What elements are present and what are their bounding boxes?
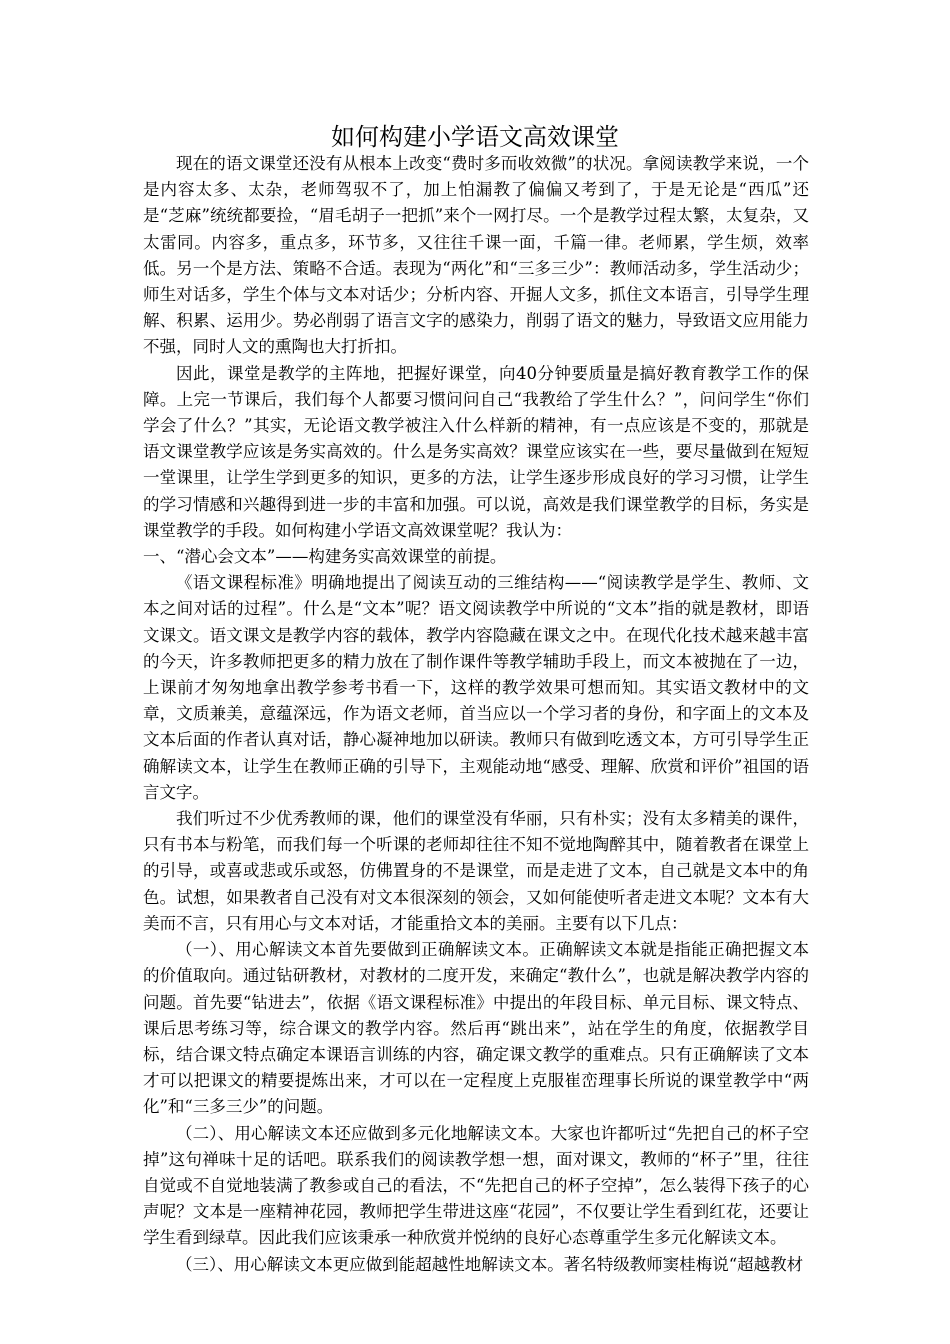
paragraph-5: （一）、用心解读文本首先要做到正确解读文本。正确解读文本就是指能正确把握文本的价值取向。通过钻研教材，对教材的二度开发，来确定“教什么”，也就是解决教学内容的问题。首先要“钻进去”，依据《语文课程标准》中提出的年段目标、单元目标、课文特点、课后思考练习等，综合课文的教学内容。然后再“跳出来”，站在学生的角度，依据教学目标，结合课文特点确定本课语言训练的内容，确定课文教学的重难点。只有正确解读了文本才可以把课文的精要提炼出来，才可以在一定程度上克服崔峦理事长所说的课堂教学中“两化”和“三多三少”的问题。 xyxy=(143,940,809,1117)
document-body xyxy=(143,151,809,1278)
paragraph-4: 我们听过不少优秀教师的课，他们的课堂没有华丽，只有朴实；没有太多精美的课件，只有书本与粉笔，而我们每一个听课的老师却往往不知不觉地陶醉其中，随着教者在课堂上的引导，或喜或悲或乐或怒，仿佛置身的不是课堂，而是走进了文本，自己就是文本中的角色。试想，如果教者自己没有对文本很深刻的领会，又如何能使听者走进文本呢？文本有大美而不言，只有用心与文本对话，才能重拾文本的美丽。主要有以下几点： xyxy=(143,809,809,933)
section-heading-1: 一、“潜心会文本”——构建务实高效课堂的前提。 xyxy=(143,547,507,567)
paragraph-1: 现在的语文课堂还没有从根本上改变“费时多而收效微”的状况。拿阅读教学来说，一个是内容太多、太杂，老师驾驭不了，加上怕漏教了偏偏又考到了，于是无论是“西瓜”还是“芝麻”统统都要捡，“眉毛胡子一把抓”来个一网打尽。一个是教学过程太繁，太复杂，又太雷同。内容多，重点多，环节多，又往往千课一面，千篇一律。老师累，学生烦，效率低。另一个是方法、策略不合适。表现为“两化”和“三多三少”：教师活动多，学生活动少；师生对话多，学生个体与文本对话少；分析内容、开掘人文多，抓住文本语言，引导学生理解、积累、运用少。势必削弱了语言文字的感染力，削弱了语文的魅力，导致语文应用能力不强，同时人文的熏陶也大打折扣。 xyxy=(143,154,809,357)
paragraph-2: 因此，课堂是教学的主阵地，把握好课堂，向40分钟要质量是搞好教育教学工作的保障。上完一节课后，我们每个人都要习惯问问自己“我教给了学生什么？”，问问学生“你们学会了什么？”其实，无论语文教学被注入什么样新的精神，有一点应该是不变的，那就是语文课堂教学应该是务实高效的。什么是务实高效？课堂应该实在一些，要尽量做到在短短一堂课里，让学生学到更多的知识，更多的方法，让学生逐步形成良好的学习习惯，让学生的学习情感和兴趣得到进一步的丰富和加强。可以说，高效是我们课堂教学的目标，务实是课堂教学的手段。如何构建小学语文高效课堂呢？我认为： xyxy=(143,363,809,540)
paragraph-6: （二）、用心解读文本还应做到多元化地解读文本。大家也许都听过“先把自己的杯子空掉”这句禅味十足的话吧。联系我们的阅读教学想一想，面对课文，教师的“杯子”里，往往自觉或不自觉地装满了教参或自己的看法，不“先把自己的杯子空掉”，怎么装得下孩子的心声呢？文本是一座精神花园，教师把学生带进这座“花园”，不仅要让学生看到红花，还要让学生看到绿草。因此我们应该秉承一种欣赏并悦纳的良好心态尊重学生多元化解读文本。 xyxy=(143,1123,809,1248)
document-title: 如何构建小学语文高效课堂 xyxy=(331,123,619,151)
paragraph-3: 《语文课程标准》明确地提出了阅读互动的三维结构——“阅读教学是学生、教师、文本之间对话的过程”。什么是“文本”呢？语文阅读教学中所说的“文本”指的就是教材，即语文课文。语文课文是教学内容的载体，教学内容隐藏在课文之中。在现代化技术越来越丰富的今天，许多教师把更多的精力放在了制作课件等教学辅助手段上，而文本被抛在了一边，上课前才匆匆地拿出教学参考书看一下，这样的教学效果可想而知。其实语文教材中的文章，文质兼美，意蕴深远，作为语文老师，首当应以一个学习者的身份，和字面上的文本及文本后面的作者认真对话，静心凝神地加以研读。教师只有做到吃透文本，方可引导学生正确解读文本，让学生在教师正确的引导下，主观能动地“感受、理解、欣赏和评价”祖国的语言文字。 xyxy=(143,573,809,802)
paragraph-7: （三）、用心解读文本更应做到能超越性地解读文本。著名特级教师窦桂梅说“超越教材 xyxy=(176,1254,804,1274)
